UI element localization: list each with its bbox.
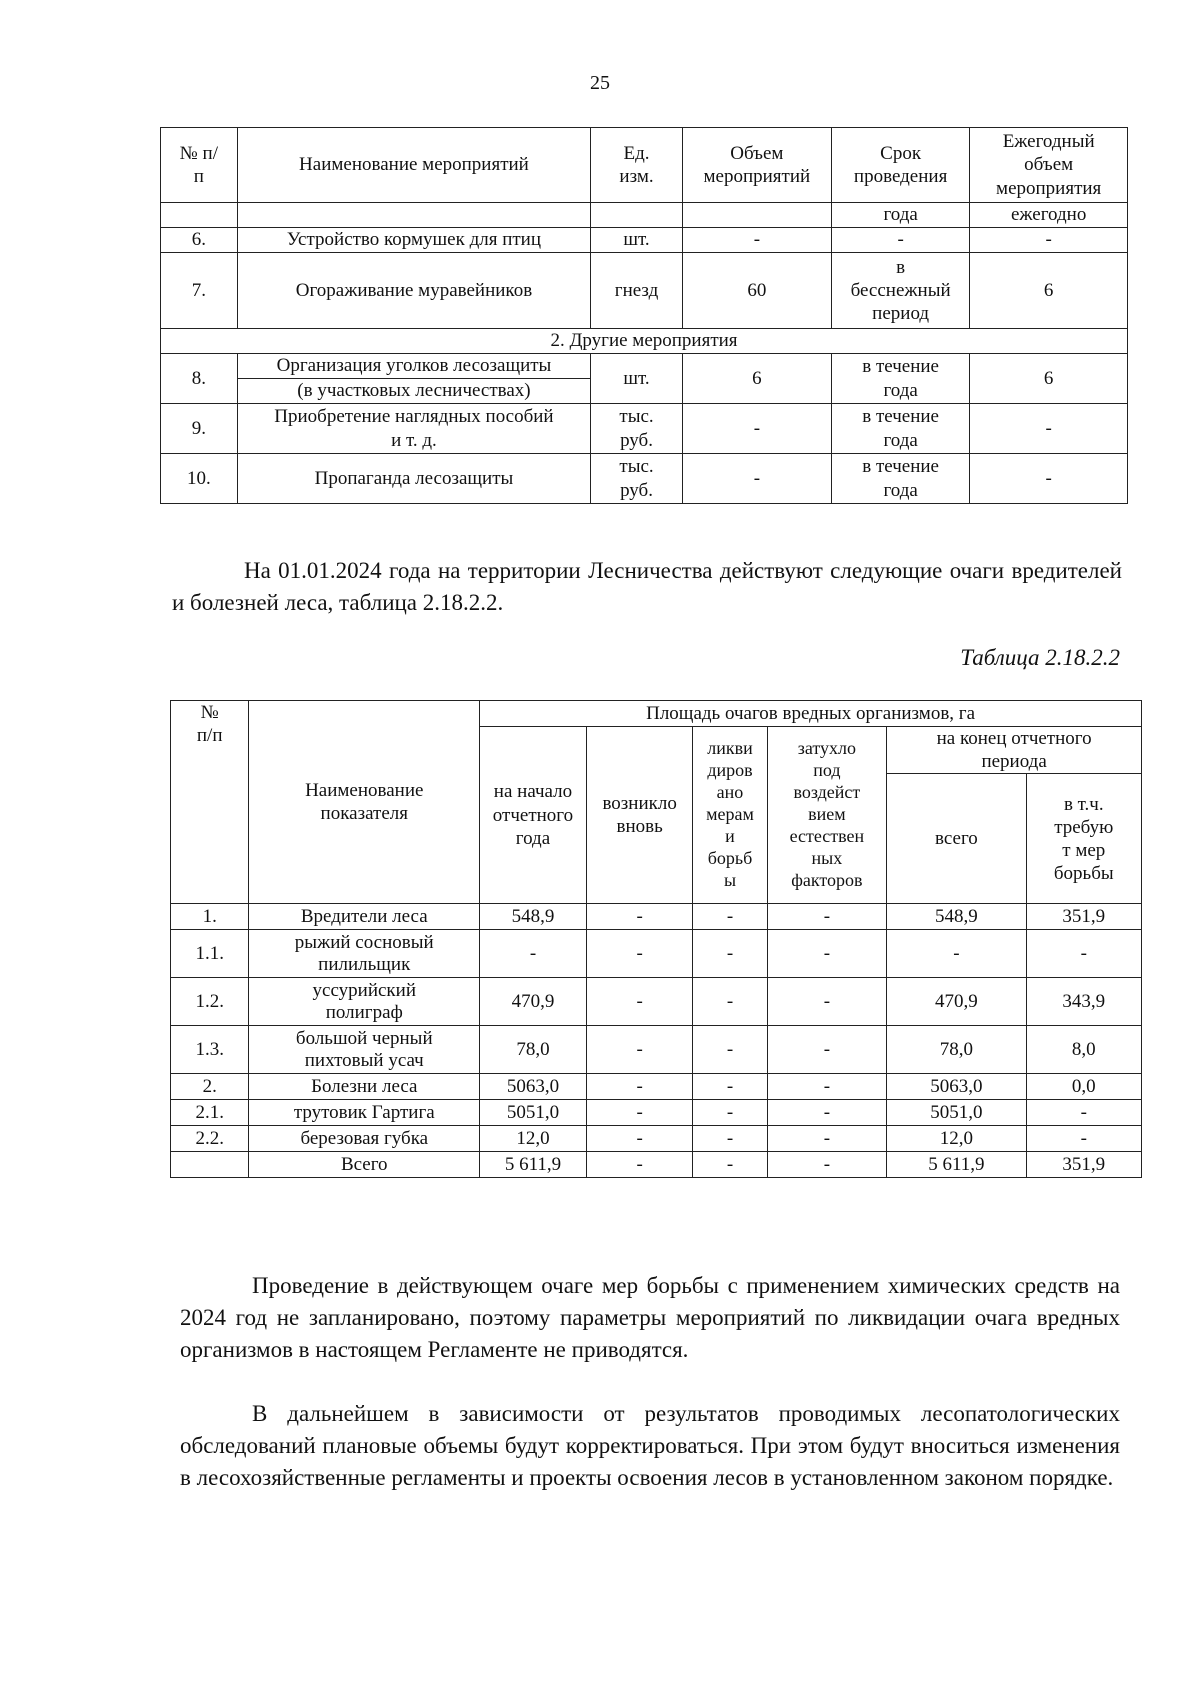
header-start: на начало отчетного года xyxy=(480,727,587,904)
cell-volume: 6 xyxy=(682,354,831,404)
cell-need: 343,9 xyxy=(1026,978,1141,1026)
table-row xyxy=(161,454,1128,504)
cell-num: 1.1. xyxy=(171,930,249,978)
cell-start: - xyxy=(480,930,587,978)
cell-natural: - xyxy=(767,1100,887,1126)
cell-term: в течение года xyxy=(831,454,969,504)
cell-unit: тыс. руб. xyxy=(591,404,683,454)
header-total: всего xyxy=(887,774,1026,904)
cell-natural: - xyxy=(767,1074,887,1100)
header-natural: затухло под воздейст вием естествен ных факторов xyxy=(767,727,887,904)
cell-need: 351,9 xyxy=(1026,1152,1141,1178)
cell-natural: - xyxy=(767,978,887,1026)
header-liquidated: ликви диров ано мерам и борьб ы xyxy=(693,727,767,904)
cell-num: 2.1. xyxy=(171,1100,249,1126)
pest-foci-table xyxy=(170,700,1142,1178)
header-volume: Объем мероприятий xyxy=(682,128,831,203)
table-row xyxy=(171,1152,1142,1178)
table-body xyxy=(171,904,1142,1178)
cell-annual: - xyxy=(970,454,1128,504)
header-num: № п/п xyxy=(171,701,249,904)
unit-row xyxy=(161,203,1128,228)
cell-unit: тыс. руб. xyxy=(591,454,683,504)
cell-liquidated: - xyxy=(693,1026,767,1074)
cell-liquidated: - xyxy=(693,930,767,978)
cell-liquidated: - xyxy=(693,1126,767,1152)
cell-num: 1. xyxy=(171,904,249,930)
cell-name: Вредители леса xyxy=(249,904,480,930)
cell-num: 2. xyxy=(171,1074,249,1100)
table-row xyxy=(171,904,1142,930)
cell-name: Всего xyxy=(249,1152,480,1178)
cell-name: Огораживание муравейников xyxy=(237,253,591,329)
table-row xyxy=(171,1100,1142,1126)
header-unit: Ед. изм. xyxy=(591,128,683,203)
cell-new: - xyxy=(586,904,693,930)
cell-name: рыжий сосновый пилильщик xyxy=(249,930,480,978)
header-name: Наименование мероприятий xyxy=(237,128,591,203)
cell-start: 12,0 xyxy=(480,1126,587,1152)
cell-need: - xyxy=(1026,1100,1141,1126)
cell-liquidated: - xyxy=(693,1074,767,1100)
cell-num: 9. xyxy=(161,404,238,454)
table-row xyxy=(171,1126,1142,1152)
cell-num: 6. xyxy=(161,228,238,253)
cell-need: - xyxy=(1026,930,1141,978)
header-need: в т.ч. требую т мер борьбы xyxy=(1026,774,1141,904)
table-caption: Таблица 2.18.2.2 xyxy=(960,645,1120,670)
cell-need: 351,9 xyxy=(1026,904,1141,930)
table-row xyxy=(171,930,1142,978)
cell-name: Организация уголков лесозащиты xyxy=(237,354,591,379)
cell-new: - xyxy=(586,1074,693,1100)
cell-total: - xyxy=(887,930,1026,978)
cell-start: 548,9 xyxy=(480,904,587,930)
section-row xyxy=(161,329,1128,354)
unit-term: года xyxy=(831,203,969,228)
cell-need: 0,0 xyxy=(1026,1074,1141,1100)
cell-new: - xyxy=(586,1152,693,1178)
cell-volume: - xyxy=(682,404,831,454)
table-row xyxy=(161,253,1128,329)
cell-start: 470,9 xyxy=(480,978,587,1026)
cell-total: 12,0 xyxy=(887,1126,1026,1152)
table-row xyxy=(161,404,1128,454)
section-title: 2. Другие мероприятия xyxy=(161,329,1128,354)
cell-name: Пропаганда лесозащиты xyxy=(237,454,591,504)
header-num: № п/ п xyxy=(161,128,238,203)
cell-need: - xyxy=(1026,1126,1141,1152)
cell-unit: шт. xyxy=(591,228,683,253)
cell-annual: 6 xyxy=(970,354,1128,404)
cell-num: 10. xyxy=(161,454,238,504)
table-row xyxy=(171,1026,1142,1074)
unit-annual: ежегодно xyxy=(970,203,1128,228)
cell-total: 548,9 xyxy=(887,904,1026,930)
cell-total: 5051,0 xyxy=(887,1100,1026,1126)
paragraph-intro: На 01.01.2024 года на территории Лесничества действуют следующие очаги вредителей и болезней леса, таблица 2.18.2.2. xyxy=(172,558,1122,615)
paragraph-future: В дальнейшем в зависимости от результатов проводимых лесопатологических обследований плановые объемы будут корректироваться. При этом будут вноситься изменения в лесохозяйственные регламенты и проекты освоения лесов в установленном законом порядке. xyxy=(180,1401,1120,1490)
table-row xyxy=(161,228,1128,253)
cell-num: 7. xyxy=(161,253,238,329)
cell-new: - xyxy=(586,930,693,978)
cell-name: (в участковых лесничествах) xyxy=(237,379,591,404)
cell-volume: - xyxy=(682,228,831,253)
cell-unit: гнезд xyxy=(591,253,683,329)
header-name: Наименование показателя xyxy=(249,701,480,904)
cell-natural: - xyxy=(767,930,887,978)
cell-num: 8. xyxy=(161,354,238,404)
page-number: 25 xyxy=(590,72,610,94)
header-area-group: Площадь очагов вредных организмов, га xyxy=(480,701,1142,727)
cell-natural: - xyxy=(767,1026,887,1074)
cell-unit: шт. xyxy=(591,354,683,404)
cell-new: - xyxy=(586,1100,693,1126)
cell-new: - xyxy=(586,978,693,1026)
cell-start: 5051,0 xyxy=(480,1100,587,1126)
cell-name: уссурийский полиграф xyxy=(249,978,480,1026)
cell-volume: 60 xyxy=(682,253,831,329)
cell-num: 1.3. xyxy=(171,1026,249,1074)
cell-need: 8,0 xyxy=(1026,1026,1141,1074)
cell-num: 2.2. xyxy=(171,1126,249,1152)
cell-term: в течение года xyxy=(831,404,969,454)
cell-name: трутовик Гартига xyxy=(249,1100,480,1126)
cell-new: - xyxy=(586,1126,693,1152)
header-annual: Ежегодный объем мероприятия xyxy=(970,128,1128,203)
cell-liquidated: - xyxy=(693,904,767,930)
cell-liquidated: - xyxy=(693,978,767,1026)
cell-term: в течение года xyxy=(831,354,969,404)
cell-name: Приобретение наглядных пособий и т. д. xyxy=(237,404,591,454)
table-row xyxy=(171,1074,1142,1100)
cell-natural: - xyxy=(767,1152,887,1178)
measures-table xyxy=(160,127,1128,504)
table-row xyxy=(171,978,1142,1026)
cell-volume: - xyxy=(682,454,831,504)
cell-natural: - xyxy=(767,904,887,930)
cell-total: 78,0 xyxy=(887,1026,1026,1074)
header-term: Срок проведения xyxy=(831,128,969,203)
table-row xyxy=(161,354,1128,379)
header-new: возникло вновь xyxy=(586,727,693,904)
cell-start: 78,0 xyxy=(480,1026,587,1074)
cell-natural: - xyxy=(767,1126,887,1152)
cell-name: Устройство кормушек для птиц xyxy=(237,228,591,253)
cell-total: 470,9 xyxy=(887,978,1026,1026)
cell-term: - xyxy=(831,228,969,253)
cell-start: 5 611,9 xyxy=(480,1152,587,1178)
cell-term: в бесснежный период xyxy=(831,253,969,329)
cell-annual: - xyxy=(970,228,1128,253)
table-header-row xyxy=(171,701,1142,727)
cell-total: 5 611,9 xyxy=(887,1152,1026,1178)
cell-annual: - xyxy=(970,404,1128,454)
cell-annual: 6 xyxy=(970,253,1128,329)
cell-name: Болезни леса xyxy=(249,1074,480,1100)
cell-num xyxy=(171,1152,249,1178)
cell-liquidated: - xyxy=(693,1152,767,1178)
cell-liquidated: - xyxy=(693,1100,767,1126)
paragraph-measures: Проведение в действующем очаге мер борьбы с применением химических средств на 2024 год не запланировано, поэтому параметры мероприятий по ликвидации очага вредных организмов в настоящем Регламенте не приводятся. xyxy=(180,1273,1120,1362)
header-end-group: на конец отчетного периода xyxy=(887,727,1142,774)
table-header-row xyxy=(161,128,1128,203)
cell-new: - xyxy=(586,1026,693,1074)
cell-start: 5063,0 xyxy=(480,1074,587,1100)
cell-name: березовая губка xyxy=(249,1126,480,1152)
cell-num: 1.2. xyxy=(171,978,249,1026)
cell-total: 5063,0 xyxy=(887,1074,1026,1100)
cell-name: большой черный пихтовый усач xyxy=(249,1026,480,1074)
